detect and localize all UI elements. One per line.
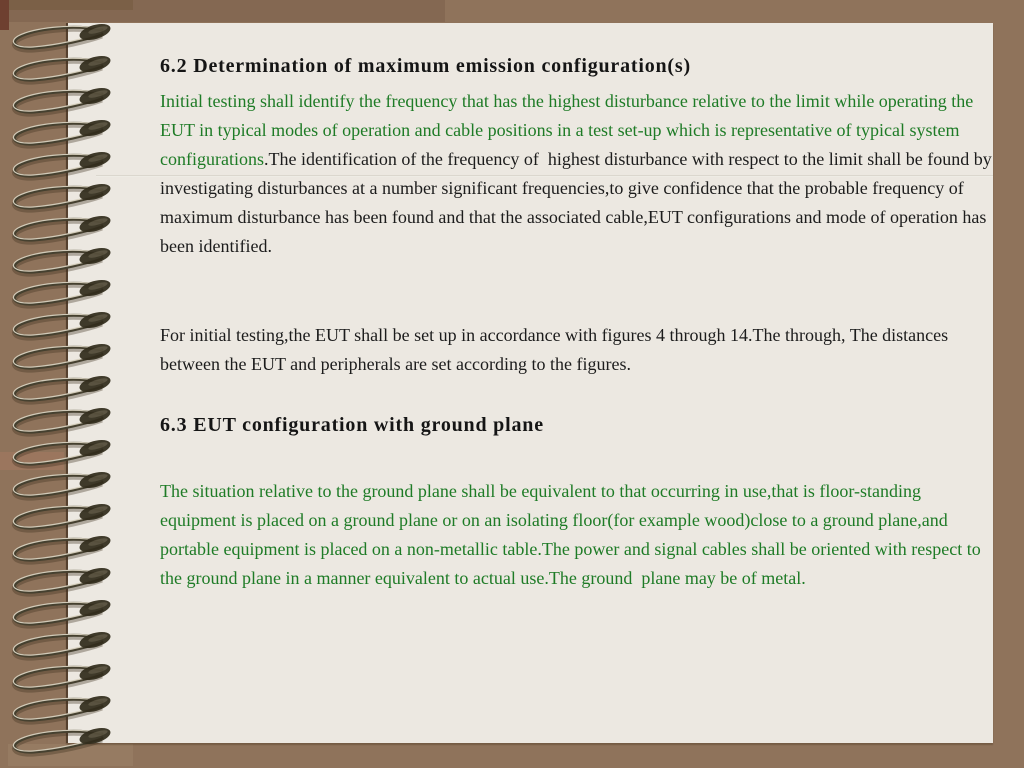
cover-edge-bottom-strip bbox=[8, 744, 133, 766]
paragraph-figures-setup: For initial testing,the EUT shall be set up in accordance with figures 4 through 14.The through, The distances between the EUT and peripherals are set according to the figures. bbox=[160, 325, 953, 374]
cover-edge-top-strip bbox=[8, 0, 133, 10]
paragraph-initial-testing bbox=[160, 87, 1000, 261]
section-heading-6-2: 6.2 Determination of maximum emission configuration(s) bbox=[160, 55, 691, 77]
cover-seam-band bbox=[0, 452, 64, 470]
paragraph-initial-testing-black-part: .The identification of the frequency of highest disturbance with respect to the limit shall be found by investigating disturbances at a number significant frequencies,to give confidence that the probable frequency of maximum disturbance has been found and that the associated cable,EUT configurations and mode of operation has been identified. bbox=[160, 149, 997, 256]
cover-corner-patch bbox=[0, 0, 9, 30]
paragraph-ground-plane: The situation relative to the ground plane shall be equivalent to that occurring in use,that is floor-standing equipment is placed on a ground plane or on an isolating floor(for example wood)close to a ground plane,and portable equipment is placed on a non-metallic table.The power and signal cables shall be oriented with respect to the ground plane in a manner equivalent to actual use.The ground plane may be of metal. bbox=[160, 481, 986, 588]
paragraph-initial-testing-green-part: Initial testing shall identify the frequency that has the highest disturbance relative to the limit while operating the EUT in typical modes of operation and cable positions in a test set-up which is representative of typical system configurations bbox=[160, 91, 978, 169]
notebook-page bbox=[66, 23, 997, 743]
section-heading-6-3: 6.3 EUT configuration with ground plane bbox=[160, 414, 544, 436]
